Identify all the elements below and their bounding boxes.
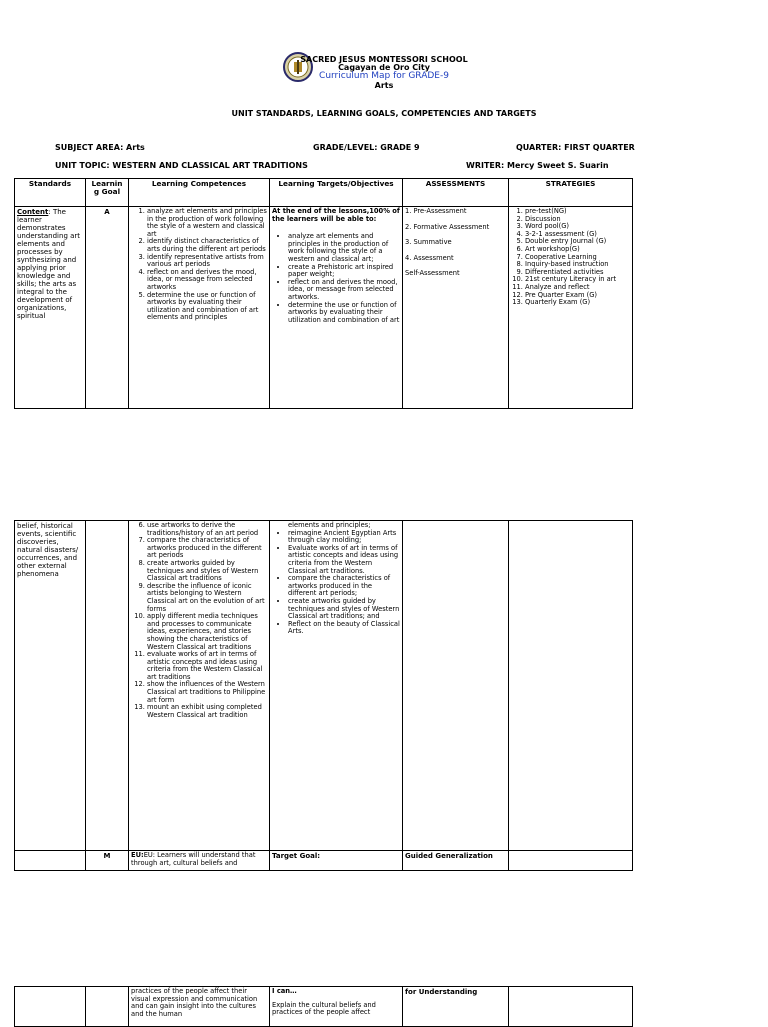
competence-item: 12. show the influences of the Western Classical art traditions to Philippine art form: [147, 681, 267, 704]
enduring-understanding: EU:EU: Learners will understand that through art, cultural beliefs and: [129, 851, 270, 871]
assessments-cell-empty: [403, 521, 509, 851]
competence-item: 4. reflect on and derives the mood, idea, or message from selected artworks: [147, 269, 267, 292]
learning-goal-meaning: M: [86, 851, 129, 871]
strategy-item: 6. Art workshop(G): [525, 246, 630, 254]
strategy-item: 5. Double entry Journal (G): [525, 238, 630, 246]
targets-cell-cont: [270, 521, 403, 851]
strategy-item: 12. Pre Quarter Exam (G): [525, 292, 630, 300]
targets-intro: At the end of the lessons,100% of the learners will be able to:: [272, 207, 400, 223]
competences-cell-cont: [129, 521, 270, 851]
assessment-item: 3. Summative: [405, 238, 452, 247]
assessment-item: 4. Assessment: [405, 253, 454, 262]
targets-cell: [270, 207, 403, 409]
target-item: • determine the use or function of artworks by evaluating their utilization and combination of art: [288, 302, 400, 325]
grade-level: GRADE/LEVEL: GRADE 9: [313, 143, 420, 152]
header-assessments: ASSESSMENTS: [403, 179, 509, 207]
competence-item: 9. describe the influence of iconic artists belonging to Western Classical art on the evolution of art forms: [147, 583, 267, 613]
target-item: • Evaluate works of art in terms of artistic concepts and ideas using criteria from the Western Classical art traditions.: [288, 545, 400, 575]
curriculum-table-page1: [14, 178, 633, 409]
target-item: • analyze art elements and principles in the production of work following the style of a western and classical art;: [288, 233, 400, 263]
header-learning-goal: Learnin g Goal: [86, 179, 129, 207]
target-goal: Target Goal:: [270, 851, 403, 871]
strategies-cell-empty: [509, 987, 633, 1027]
header-competences: Learning Competences: [129, 179, 270, 207]
competence-item: 3. identify representative artists from various art periods: [147, 254, 267, 269]
explain-target: Explain the cultural beliefs and practices of the people affect: [272, 1000, 376, 1017]
curriculum-table-page3: [14, 986, 633, 1027]
strategy-item: 2. Discussion: [525, 216, 630, 224]
assessments-cell: [403, 207, 509, 409]
assessment-item: 1. Pre-Assessment: [405, 207, 467, 215]
competence-item: 6. use artworks to derive the traditions/history of an art period: [147, 522, 267, 537]
strategy-item: 4. 3-2-1 assessment (G): [525, 231, 630, 239]
learning-goal-cell-empty: [86, 987, 129, 1027]
target-item: • reflect on and derives the mood, idea, or message from selected artworks.: [288, 279, 400, 302]
learning-goal-cell: A: [86, 207, 129, 409]
school-city: Cagayan de Oro City: [338, 63, 430, 72]
guided-generalization: Guided Generalization: [403, 851, 509, 871]
writer: WRITER: Mercy Sweet S. Suarin: [466, 161, 609, 170]
standards-cell-empty: [15, 851, 86, 871]
competences-cell: [129, 207, 270, 409]
strategy-item: 11. Analyze and reflect: [525, 284, 630, 292]
target-item: • create a Prehistoric art inspired paper weight;: [288, 264, 400, 279]
competence-item: 11. evaluate works of art in terms of artistic concepts and ideas using criteria from the Western Classical art traditions: [147, 651, 267, 681]
standards-cell-empty: [15, 987, 86, 1027]
strategy-item: 3. Word pool(G): [525, 223, 630, 231]
competence-item: 13. mount an exhibit using completed Western Classical art tradition: [147, 704, 267, 719]
strategies-cell-empty: [509, 521, 633, 851]
page-heading: UNIT STANDARDS, LEARNING GOALS, COMPETENCIES AND TARGETS: [231, 109, 537, 118]
assessment-item: 2. Formative Assessment: [405, 222, 490, 231]
competence-item: 5. determine the use or function of artworks by evaluating their utilization and combination of art elements and principles: [147, 292, 267, 322]
learning-goal-cell-empty: [86, 521, 129, 851]
enduring-understanding-cont: practices of the people affect their visual expression and communication and can gain insight into the cultures and the human: [129, 987, 270, 1027]
competence-item: 10. apply different media techniques and processes to communicate ideas, experiences, and stories showing the characteristics of Western Classical art traditions: [147, 613, 267, 651]
strategies-cell-empty: [509, 851, 633, 871]
subject-area: SUBJECT AREA: Arts: [55, 143, 145, 152]
strategies-cell: [509, 207, 633, 409]
standards-cell-cont: belief, historical events, scientific discoveries, natural disasters/ occurrences, and other external phenomena: [15, 521, 86, 851]
curriculum-map-title: Curriculum Map for GRADE-9: [319, 71, 449, 81]
competence-item: 2. identify distinct characteristics of arts during the different art periods: [147, 238, 267, 253]
i-can-label: I can…: [272, 987, 297, 995]
target-item: • compare the characteristics of artworks produced in the different art periods;: [288, 575, 400, 598]
target-continuation: elements and principles;: [288, 521, 371, 529]
header-targets: Learning Targets/Objectives: [270, 179, 403, 207]
unit-topic: UNIT TOPIC: WESTERN AND CLASSICAL ART TRADITIONS: [55, 161, 308, 170]
strategy-item: 1. pre-test(NG): [525, 208, 630, 216]
quarter: QUARTER: FIRST QUARTER: [516, 143, 635, 152]
target-item: • Reflect on the beauty of Classical Arts.: [288, 621, 400, 636]
strategy-item: 13. Quarterly Exam (G): [525, 299, 630, 307]
competence-item: 7. compare the characteristics of artworks produced in the different art periods: [147, 537, 267, 560]
school-name: SACRED JESUS MONTESSORI SCHOOL: [300, 55, 468, 64]
for-understanding: for Understanding: [403, 987, 509, 1027]
curriculum-table-page2: [14, 520, 633, 871]
target-item: • create artworks guided by techniques and styles of Western Classical art traditions; and: [288, 598, 400, 621]
strategy-item: 9. Differentiated activities: [525, 269, 630, 277]
assessment-item: Self-Assessment: [405, 269, 460, 278]
standards-cell: Content: The learner demonstrates understanding art elements and processes by synthesizing and applying prior knowledge and skills; the arts as integral to the development of organizations, spiritual: [15, 207, 86, 409]
subject-short: Arts: [374, 81, 394, 90]
header-standards: Standards: [15, 179, 86, 207]
i-can-cell: [270, 987, 403, 1027]
strategy-item: 7. Cooperative Learning: [525, 254, 630, 262]
competence-item: 8. create artworks guided by techniques and styles of Western Classical art traditions: [147, 560, 267, 583]
competence-item: 1. analyze art elements and principles in the production of work following the style of a western and classical art: [147, 208, 267, 238]
header-strategies: STRATEGIES: [509, 179, 633, 207]
strategy-item: 8. Inquiry-based instruction: [525, 261, 630, 269]
strategy-item: 10. 21st century Literacy in art: [525, 276, 630, 284]
target-item: • reimagine Ancient Egyptian Arts through clay molding;: [288, 530, 400, 545]
